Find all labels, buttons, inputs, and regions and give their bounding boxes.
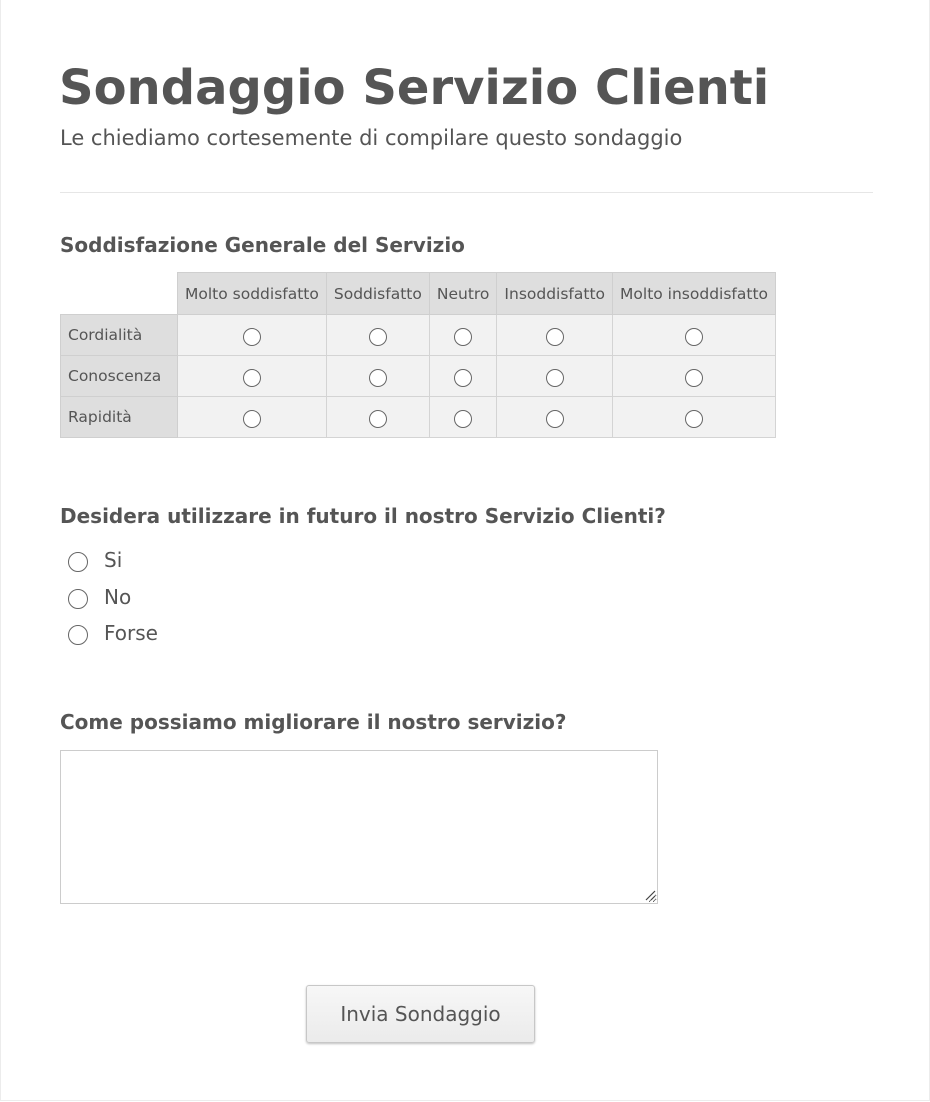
page-subtitle: Le chiediamo cortesemente di compilare questo sondaggio — [60, 126, 683, 150]
matrix-radio[interactable] — [369, 369, 387, 387]
matrix-radio[interactable] — [454, 328, 472, 346]
matrix-row-label: Conoscenza — [61, 356, 178, 397]
matrix-row-label: Rapidità — [61, 397, 178, 438]
future-use-question-label: Desidera utilizzare in futuro il nostro Servizio Clienti? — [60, 504, 666, 528]
option-no[interactable] — [68, 579, 158, 616]
matrix-column-header: Insoddisfatto — [497, 273, 613, 315]
matrix-column-header: Molto insoddisfatto — [613, 273, 776, 315]
matrix-radio[interactable] — [546, 410, 564, 428]
option-forse[interactable] — [68, 615, 158, 652]
matrix-column-header: Molto soddisfatto — [178, 273, 327, 315]
matrix-radio[interactable] — [369, 328, 387, 346]
option-label: No — [104, 584, 132, 609]
matrix-row-label: Cordialità — [61, 315, 178, 356]
matrix-radio[interactable] — [243, 410, 261, 428]
radio-button[interactable] — [68, 625, 88, 645]
matrix-radio[interactable] — [369, 410, 387, 428]
option-label: Si — [104, 548, 123, 573]
matrix-row-rapidita — [61, 397, 776, 438]
matrix-radio[interactable] — [685, 328, 703, 346]
submit-survey-button[interactable]: Invia Sondaggio — [306, 985, 535, 1043]
improve-question-label: Come possiamo migliorare il nostro servizio? — [60, 710, 567, 734]
matrix-corner — [61, 273, 178, 315]
improvement-textarea[interactable] — [60, 750, 658, 904]
future-use-options — [68, 542, 158, 652]
matrix-radio[interactable] — [243, 328, 261, 346]
option-label: Forse — [104, 621, 158, 646]
page-title: Sondaggio Servizio Clienti — [59, 60, 770, 116]
matrix-column-header: Neutro — [429, 273, 497, 315]
matrix-radio[interactable] — [454, 410, 472, 428]
matrix-radio[interactable] — [546, 328, 564, 346]
satisfaction-matrix — [60, 272, 776, 438]
matrix-radio[interactable] — [243, 369, 261, 387]
matrix-radio[interactable] — [546, 369, 564, 387]
matrix-radio[interactable] — [685, 369, 703, 387]
matrix-radio[interactable] — [454, 369, 472, 387]
matrix-row-conoscenza — [61, 356, 776, 397]
radio-button[interactable] — [68, 552, 88, 572]
matrix-radio[interactable] — [685, 410, 703, 428]
matrix-column-header: Soddisfatto — [326, 273, 429, 315]
header-divider — [60, 192, 873, 193]
satisfaction-question-label: Soddisfazione Generale del Servizio — [60, 233, 465, 257]
matrix-row-cordialita — [61, 315, 776, 356]
radio-button[interactable] — [68, 589, 88, 609]
option-si[interactable] — [68, 542, 158, 579]
